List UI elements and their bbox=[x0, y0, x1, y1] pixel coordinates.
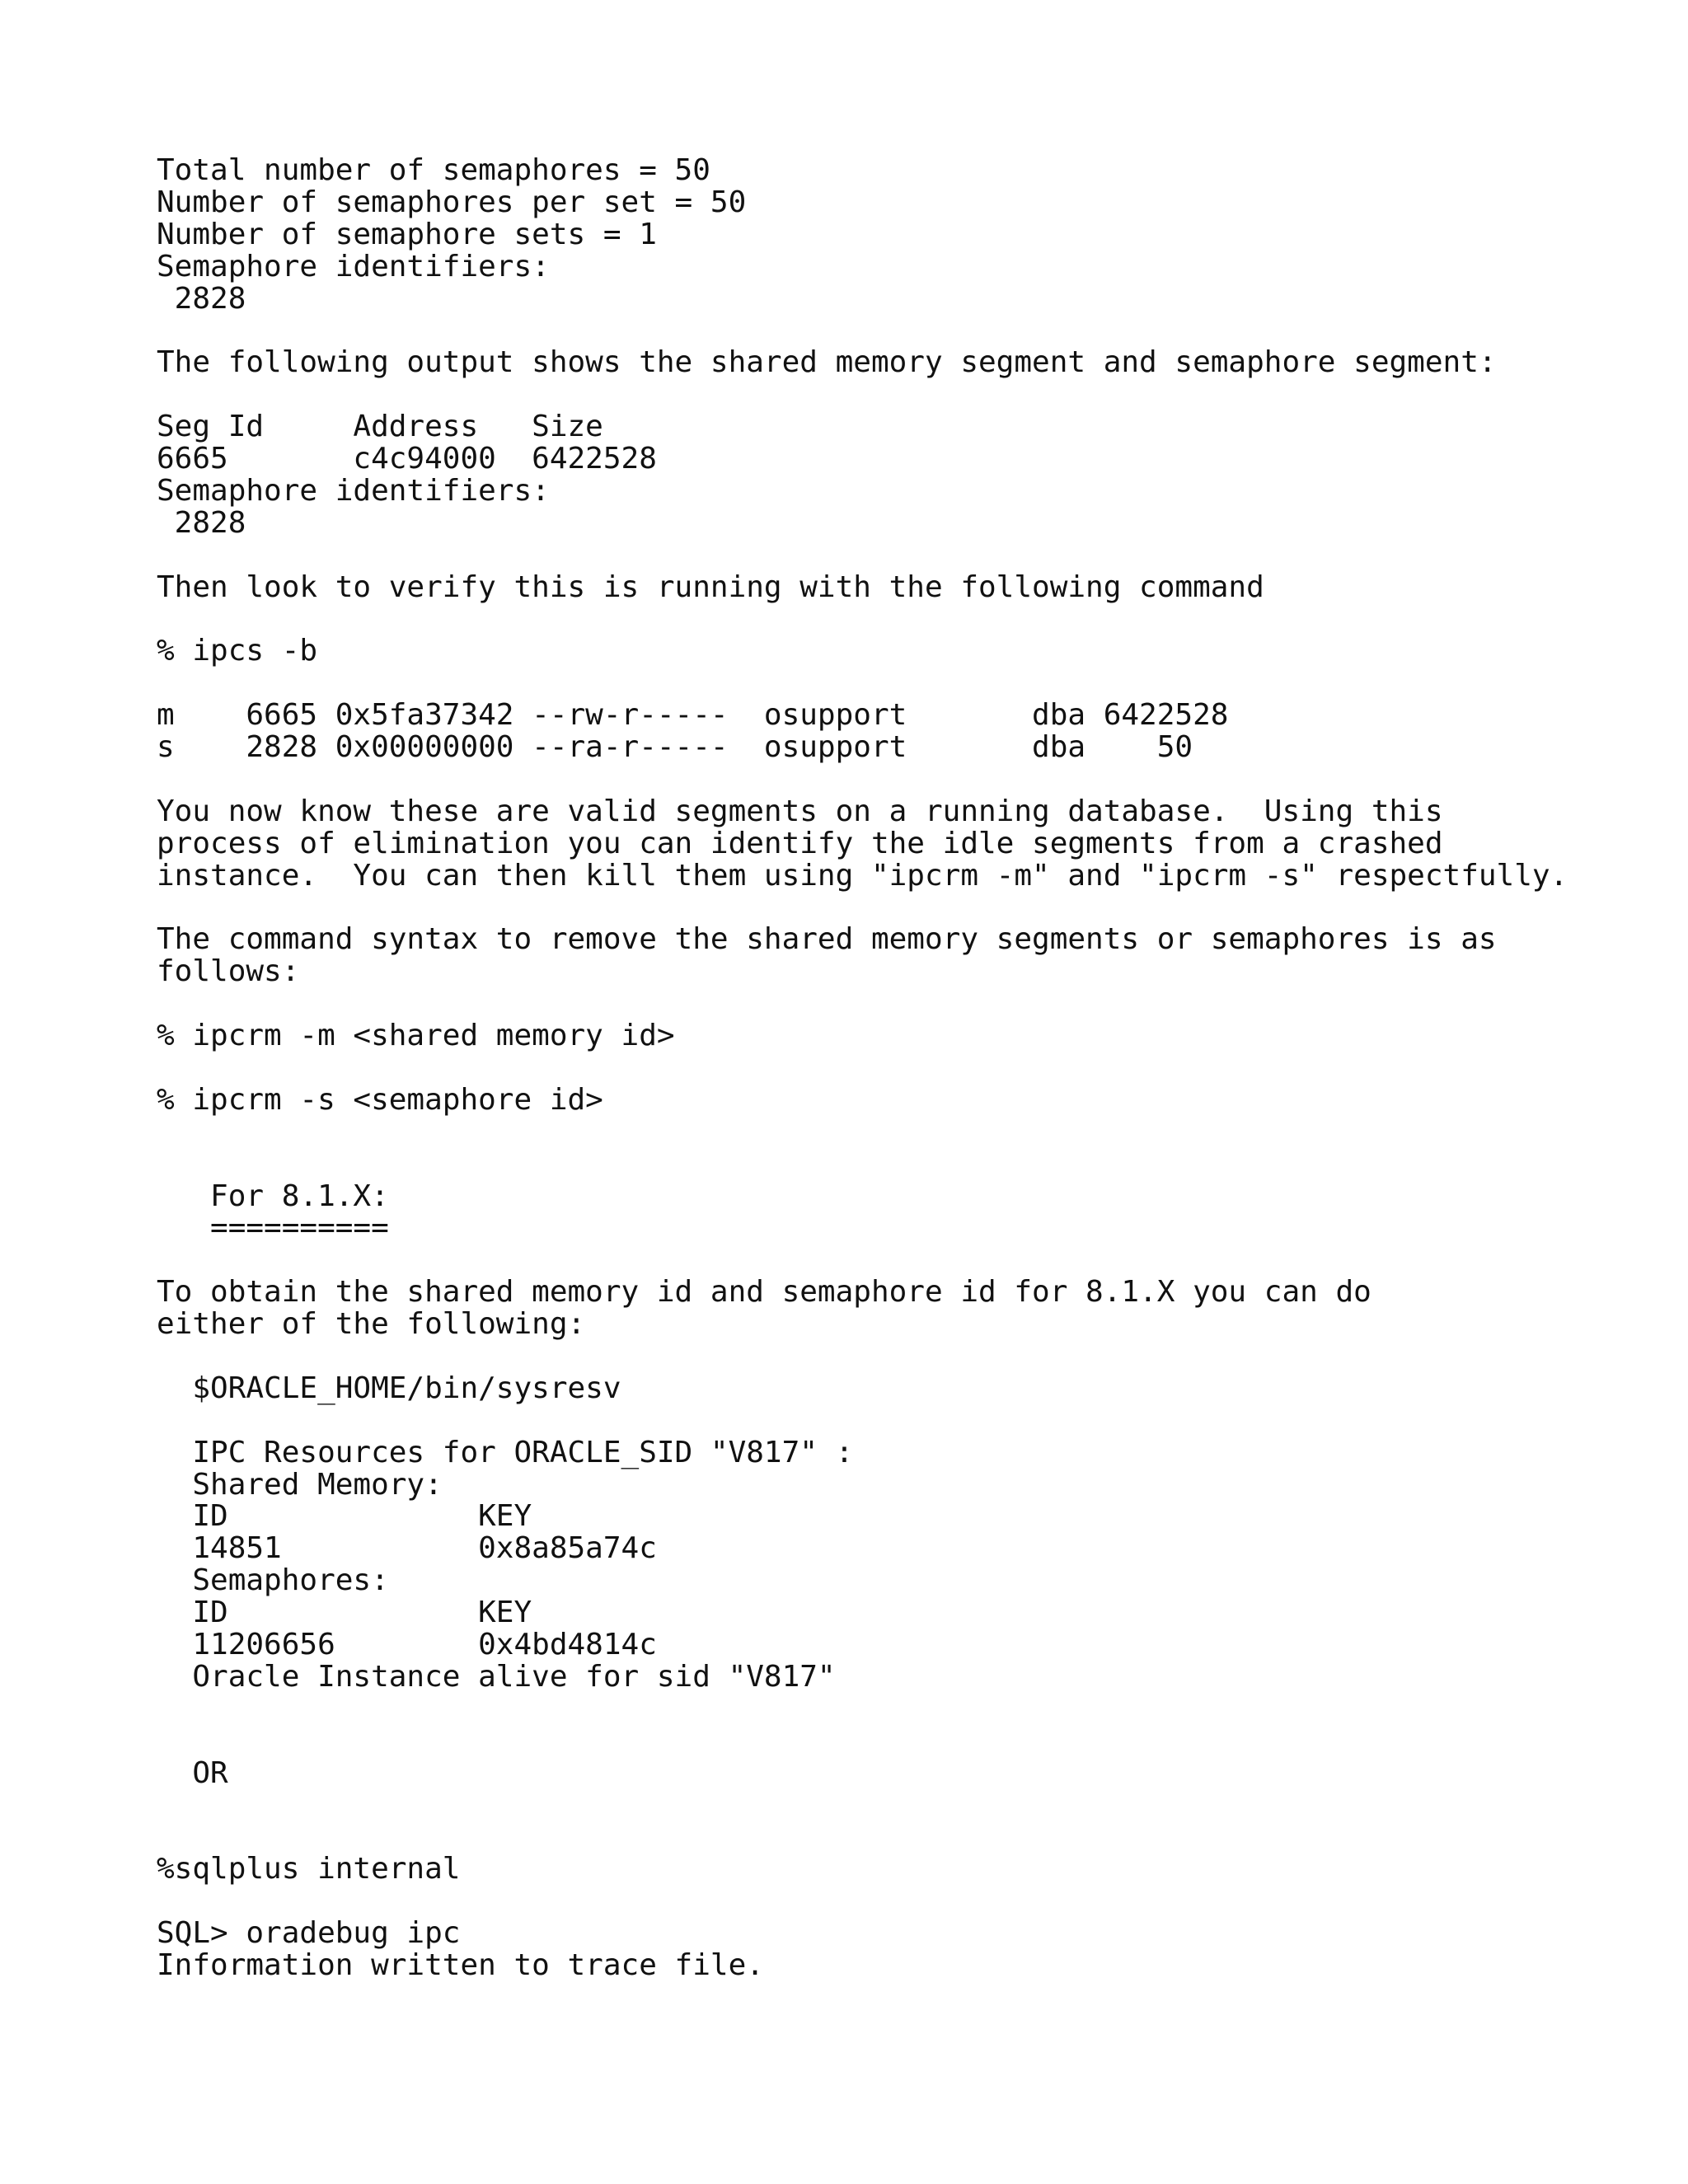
document-line: process of elimination you can identify the idle segments from a crashed bbox=[157, 826, 1443, 860]
document-line: Semaphore identifiers: bbox=[157, 249, 550, 284]
document-line bbox=[157, 1694, 1568, 1726]
document-line: 11206656 0x4bd4814c bbox=[157, 1627, 657, 1661]
document-line bbox=[157, 603, 1568, 635]
document-line bbox=[157, 764, 1568, 796]
document-line: 6665 c4c94000 6422528 bbox=[157, 442, 657, 476]
document-line bbox=[157, 1821, 1568, 1854]
document-line bbox=[157, 988, 1568, 1020]
document-line: Seg Id Address Size bbox=[157, 410, 603, 444]
document-line: Semaphore identifiers: bbox=[157, 473, 550, 508]
document-line bbox=[157, 1405, 1568, 1437]
document-line: OR bbox=[157, 1755, 228, 1790]
document-line: For 8.1.X: bbox=[157, 1179, 389, 1213]
document-line: 2828 bbox=[157, 505, 246, 540]
document-line: follows: bbox=[157, 954, 300, 989]
document-line: The command syntax to remove the shared memory segments or semaphores is as bbox=[157, 922, 1497, 957]
document-line: % ipcrm -m <shared memory id> bbox=[157, 1019, 675, 1053]
document-line: Then look to verify this is running with the following command bbox=[157, 569, 1264, 604]
document-line bbox=[157, 315, 1568, 347]
document-line: SQL> oradebug ipc bbox=[157, 1915, 461, 1950]
document-line: You now know these are valid segments on a running database. Using this bbox=[157, 794, 1443, 828]
document-line: % ipcs -b bbox=[157, 634, 318, 668]
document-line: ID KEY bbox=[157, 1596, 532, 1630]
document-line bbox=[157, 379, 1568, 411]
document-line bbox=[157, 1052, 1568, 1085]
document-line: Information written to trace file. bbox=[157, 1947, 764, 1982]
document-line: Number of semaphores per set = 50 bbox=[157, 185, 747, 219]
document-line: % ipcrm -s <semaphore id> bbox=[157, 1082, 603, 1117]
document-line: 2828 bbox=[157, 281, 246, 316]
document-line bbox=[157, 1789, 1568, 1821]
document-line: The following output shows the shared memory segment and semaphore segment: bbox=[157, 345, 1497, 380]
document-line: $ORACLE_HOME/bin/sysresv bbox=[157, 1371, 621, 1405]
document-line: ID KEY bbox=[157, 1499, 532, 1534]
document-line: To obtain the shared memory id and semaphore id for 8.1.X you can do bbox=[157, 1275, 1372, 1310]
document-line: Total number of semaphores = 50 bbox=[157, 153, 710, 187]
document-line: Oracle Instance alive for sid "V817" bbox=[157, 1659, 836, 1694]
document-line: IPC Resources for ORACLE_SID "V817" : bbox=[157, 1435, 854, 1469]
document-line bbox=[157, 668, 1568, 700]
document-line: Number of semaphore sets = 1 bbox=[157, 217, 657, 251]
document-line: ========== bbox=[157, 1211, 389, 1245]
document-line: either of the following: bbox=[157, 1307, 586, 1342]
document-line bbox=[157, 892, 1568, 924]
document-text bbox=[157, 155, 1568, 1982]
document-line: %sqlplus internal bbox=[157, 1852, 461, 1886]
document-line: s 2828 0x00000000 --ra-r----- osupport dba 50 bbox=[157, 730, 1193, 765]
document-line: Shared Memory: bbox=[157, 1467, 443, 1502]
document-line: m 6665 0x5fa37342 --rw-r----- osupport dba 6422528 bbox=[157, 698, 1229, 733]
document-line bbox=[157, 1341, 1568, 1373]
document-line bbox=[157, 1886, 1568, 1918]
document-line bbox=[157, 1726, 1568, 1758]
document-line: 14851 0x8a85a74c bbox=[157, 1531, 657, 1566]
document-line: Semaphores: bbox=[157, 1563, 389, 1598]
document-line: instance. You can then kill them using "ipcrm -m" and "ipcrm -s" respectfully. bbox=[157, 858, 1568, 893]
document-line bbox=[157, 1244, 1568, 1277]
document-line bbox=[157, 540, 1568, 572]
document-line bbox=[157, 1117, 1568, 1149]
document-line bbox=[157, 1149, 1568, 1181]
